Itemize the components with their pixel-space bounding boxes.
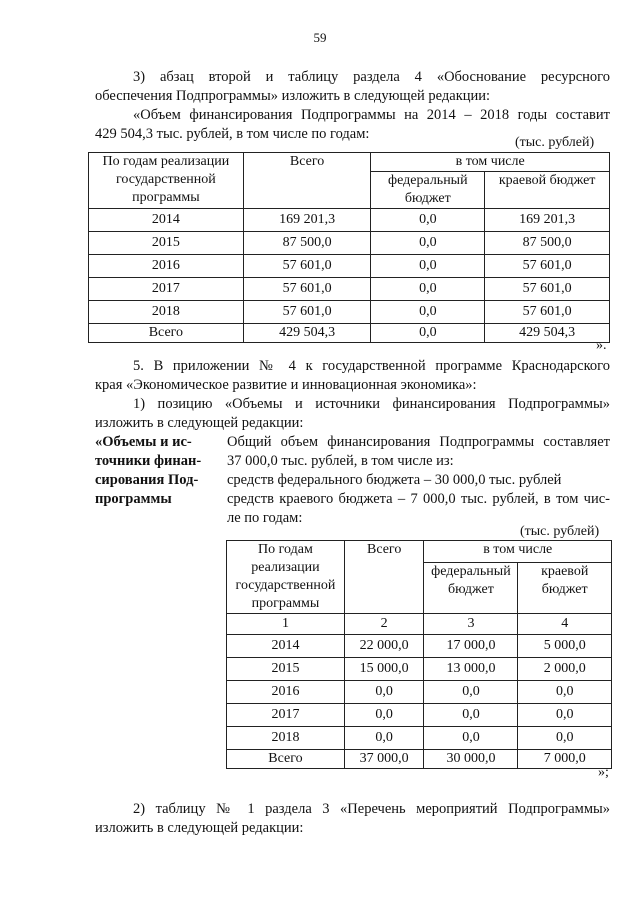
text-line: 3) абзац второй и таблицу раздела 4 «Обоснование ресурсного	[133, 69, 610, 85]
table-row	[89, 278, 610, 301]
col-number: 4	[518, 614, 612, 635]
table-row-total	[227, 750, 612, 769]
cell-year: 2016	[89, 255, 244, 278]
desc-line: ле по годам:	[227, 510, 303, 526]
paragraph-appendix4	[95, 357, 610, 433]
text-line: 2) таблицу № 1 раздела 3 «Перечень мероприятий Подпрограммы»	[133, 801, 610, 817]
header-years: По годам реализации государственной программы	[89, 153, 244, 209]
cell-regional: 57 601,0	[485, 301, 610, 324]
cell-total: 429 504,3	[243, 324, 371, 343]
cell-total: 57 601,0	[243, 301, 371, 324]
cell-year: 2014	[227, 635, 345, 658]
table-row-total	[89, 324, 610, 343]
unit-label: (тыс. рублей)	[520, 524, 600, 539]
label-line: точники финан-	[95, 453, 202, 469]
table-row	[227, 635, 612, 658]
cell-total: 37 000,0	[344, 750, 424, 769]
text-line: обеспечения Подпрограммы» изложить в следующей редакции:	[95, 88, 491, 104]
cell-regional: 169 201,3	[485, 209, 610, 232]
text-line: края «Экономическое развитие и инновационная экономика»:	[95, 377, 477, 393]
closing-quote: »;	[598, 765, 609, 780]
header-total: Всего	[243, 153, 371, 209]
table-row	[89, 301, 610, 324]
funding-table-1	[88, 152, 610, 343]
cell-total: 0,0	[344, 704, 424, 727]
cell-regional: 87 500,0	[485, 232, 610, 255]
cell-year: 2017	[227, 704, 345, 727]
table-row	[227, 704, 612, 727]
text-line: изложить в следующей редакции:	[95, 415, 304, 431]
cell-federal: 0,0	[424, 727, 518, 750]
text-line: изложить в следующей редакции:	[95, 820, 304, 836]
header-years: По годам реализации государственной программы	[227, 541, 345, 614]
cell-total: 0,0	[344, 727, 424, 750]
table-row	[227, 681, 612, 704]
cell-federal: 17 000,0	[424, 635, 518, 658]
cell-federal: 0,0	[371, 324, 485, 343]
column-numbers-row	[227, 614, 612, 635]
cell-total: 57 601,0	[243, 278, 371, 301]
header-regional: краевой бюджет	[518, 562, 612, 613]
cell-total: 87 500,0	[243, 232, 371, 255]
cell-year: 2017	[89, 278, 244, 301]
cell-federal: 0,0	[371, 232, 485, 255]
position-description	[227, 433, 610, 528]
table-row	[89, 255, 610, 278]
paragraph-table1	[95, 800, 610, 838]
cell-total: 22 000,0	[344, 635, 424, 658]
cell-federal: 0,0	[371, 209, 485, 232]
cell-year: 2018	[227, 727, 345, 750]
cell-year: 2015	[89, 232, 244, 255]
paragraph-section4	[95, 68, 610, 144]
desc-line: средств краевого бюджета – 7 000,0 тыс. рублей, в том чис-	[227, 491, 610, 507]
label-line: программы	[95, 491, 172, 507]
cell-regional: 0,0	[518, 727, 612, 750]
position-label	[95, 433, 215, 509]
label-line: «Объемы и ис-	[95, 434, 192, 450]
header-total: Всего	[344, 541, 424, 614]
cell-federal: 0,0	[371, 301, 485, 324]
table-row	[89, 232, 610, 255]
header-including: в том числе	[371, 153, 610, 172]
desc-line: Общий объем финансирования Подпрограммы составляет	[227, 434, 610, 450]
cell-federal: 30 000,0	[424, 750, 518, 769]
cell-regional: 57 601,0	[485, 255, 610, 278]
table-row	[227, 658, 612, 681]
cell-year: 2014	[89, 209, 244, 232]
cell-federal: 0,0	[424, 681, 518, 704]
cell-federal: 0,0	[371, 255, 485, 278]
cell-regional: 429 504,3	[485, 324, 610, 343]
label-line: сирования Под-	[95, 472, 199, 488]
cell-total: 0,0	[344, 681, 424, 704]
col-number: 2	[344, 614, 424, 635]
cell-year: 2018	[89, 301, 244, 324]
table-row	[89, 209, 610, 232]
text-line: 5. В приложении № 4 к государственной программе Краснодарского	[133, 358, 610, 374]
cell-regional: 7 000,0	[518, 750, 612, 769]
cell-federal: 13 000,0	[424, 658, 518, 681]
page-number: 59	[313, 30, 327, 45]
unit-label: (тыс. рублей)	[515, 135, 595, 150]
text-line: 429 504,3 тыс. рублей, в том числе по годам:	[95, 126, 370, 142]
cell-total: 57 601,0	[243, 255, 371, 278]
desc-line: 37 000,0 тыс. рублей, в том числе из:	[227, 453, 454, 469]
cell-regional: 5 000,0	[518, 635, 612, 658]
cell-year: 2015	[227, 658, 345, 681]
header-federal: федеральный бюджет	[424, 562, 518, 613]
cell-year: Всего	[227, 750, 345, 769]
cell-total: 169 201,3	[243, 209, 371, 232]
header-regional: краевой бюджет	[485, 172, 610, 209]
cell-year: Всего	[89, 324, 244, 343]
cell-regional: 0,0	[518, 704, 612, 727]
header-federal: федеральный бюджет	[371, 172, 485, 209]
cell-regional: 2 000,0	[518, 658, 612, 681]
closing-quote: ».	[596, 338, 607, 353]
table-row	[227, 727, 612, 750]
desc-line: средств федерального бюджета – 30 000,0 тыс. рублей	[227, 472, 562, 488]
col-number: 1	[227, 614, 345, 635]
funding-table-2	[226, 540, 612, 769]
text-line: «Объем финансирования Подпрограммы на 2014 – 2018 годы составит	[133, 107, 610, 123]
cell-year: 2016	[227, 681, 345, 704]
header-including: в том числе	[424, 541, 612, 563]
cell-federal: 0,0	[424, 704, 518, 727]
cell-regional: 0,0	[518, 681, 612, 704]
text-line: 1) позицию «Объемы и источники финансирования Подпрограммы»	[133, 396, 610, 412]
col-number: 3	[424, 614, 518, 635]
cell-federal: 0,0	[371, 278, 485, 301]
cell-regional: 57 601,0	[485, 278, 610, 301]
cell-total: 15 000,0	[344, 658, 424, 681]
